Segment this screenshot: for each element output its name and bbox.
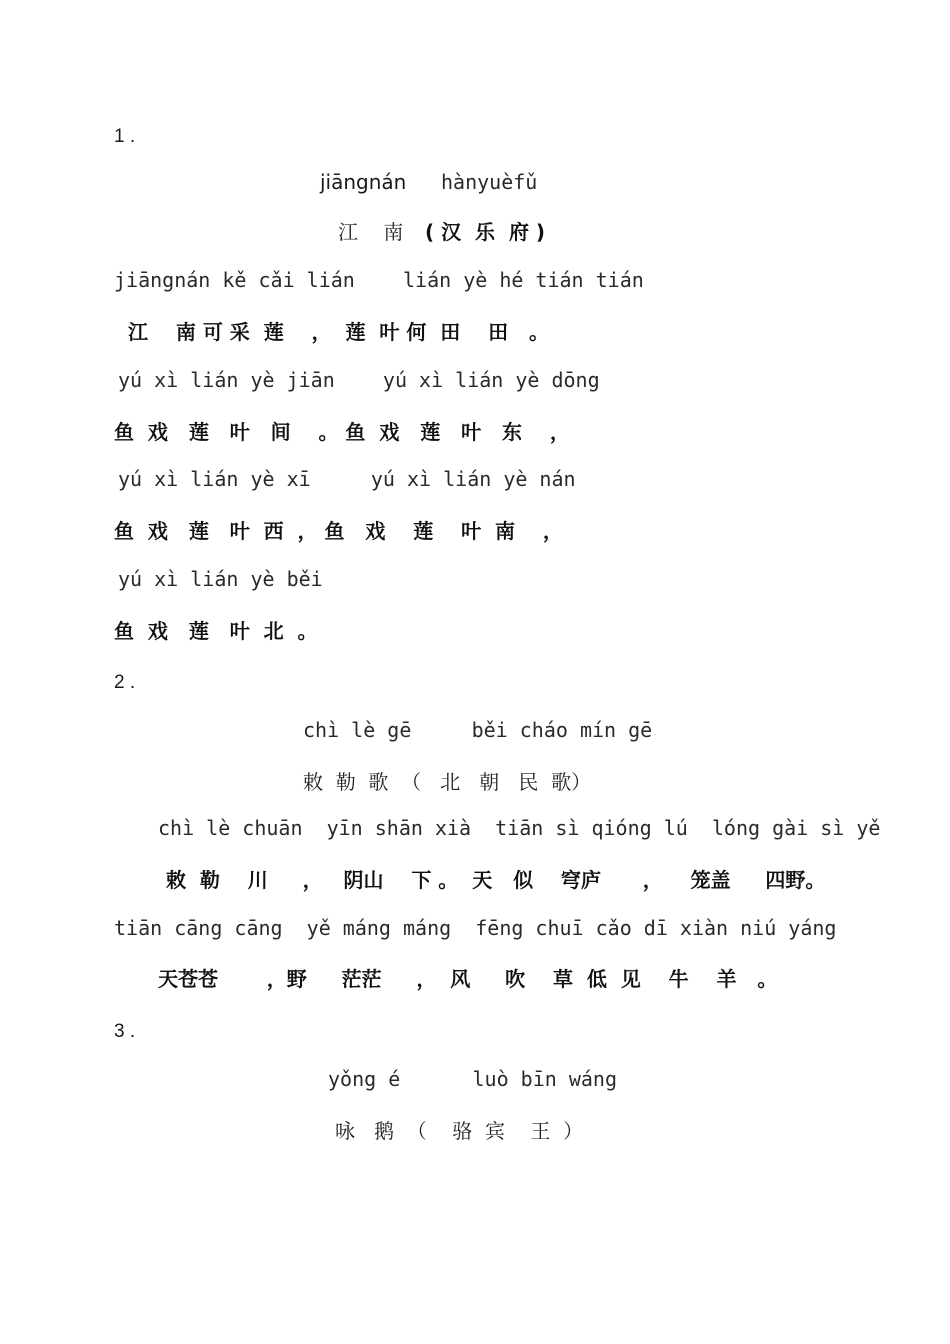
poem-1-line-1-text: 江 南 可 采 莲 ， 莲 叶 何 田 田 。 xyxy=(128,320,550,344)
poem-1-line-2-pinyin: yú xì lián yè jiān yú xì lián yè dōng xyxy=(118,368,600,392)
poem-2-title-pinyin: chì lè gē běi cháo mín gē xyxy=(303,718,653,742)
poem-3-title: 咏 鹅 （ 骆 宾 王 ） xyxy=(335,1119,584,1143)
poem-2-line-1-text: 敕 勒 川 ， 阴山 下 。 天 似 穹庐 ， 笼盖 四野。 xyxy=(166,868,826,892)
poem-1-title-pinyin: jiāngnán xyxy=(320,170,407,194)
poem-1-subtitle-pinyin: hànyuèfǔ xyxy=(441,170,538,194)
poem-1-line-3-text: 鱼 戏 莲 叶 西 ， 鱼 戏 莲 叶 南 ， xyxy=(114,519,563,543)
poem-2-line-1-pinyin: chì lè chuān yīn shān xià tiān sì qióng lú lóng gài sì yě xyxy=(158,816,881,840)
poem-1-number: 1 . xyxy=(114,126,136,147)
poem-1-line-4-text: 鱼 戏 莲 叶 北 。 xyxy=(114,619,318,643)
poem-2-title: 敕 勒 歌 （ 北 朝 民 歌） xyxy=(303,770,592,794)
poem-1-title: 江 南 xyxy=(338,220,404,244)
poem-1-line-3-pinyin: yú xì lián yè xī yú xì lián yè nán xyxy=(118,467,576,491)
poem-1-author: ( 汉 乐 府 ) xyxy=(425,220,546,244)
poem-1-line-1-pinyin: jiāngnán kě cǎi lián lián yè hé tián tián xyxy=(114,268,644,292)
poem-3-number: 3 . xyxy=(114,1021,136,1042)
poem-2-line-2-text: 天苍苍 ，野 茫茫 ， 风 吹 草 低 见 牛 羊 。 xyxy=(158,967,778,991)
poem-1-line-2-text: 鱼 戏 莲 叶 间 。 鱼 戏 莲 叶 东 ， xyxy=(114,420,570,444)
poem-2-number: 2 . xyxy=(114,672,136,693)
poem-1-line-4-pinyin: yú xì lián yè běi xyxy=(118,567,323,591)
poem-3-title-pinyin: yǒng é luò bīn wáng xyxy=(328,1067,617,1091)
poem-2-line-2-pinyin: tiān cāng cāng yě máng máng fēng chuī cǎo dī xiàn niú yáng xyxy=(114,916,837,940)
